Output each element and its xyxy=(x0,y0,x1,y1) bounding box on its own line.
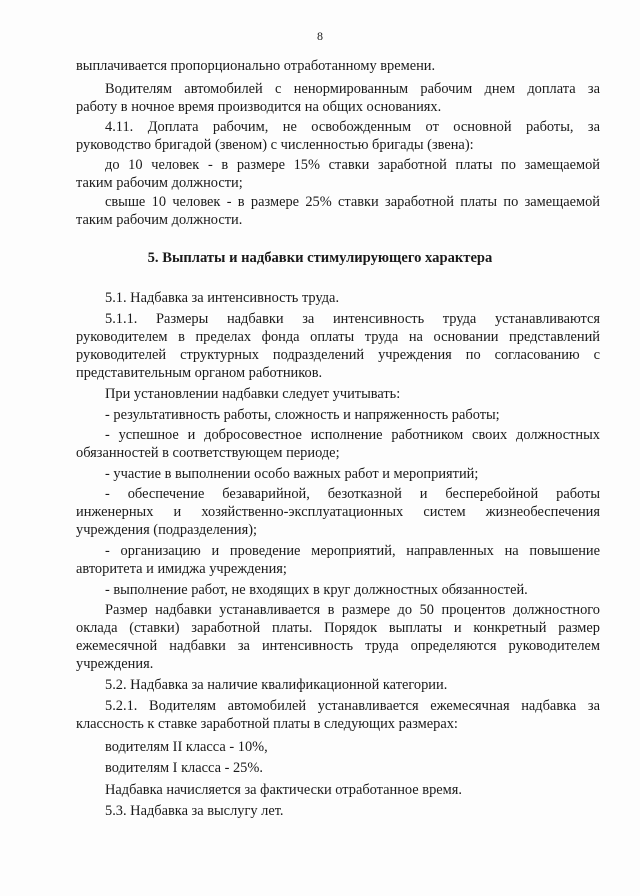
text-line: таким рабочим должности; xyxy=(76,175,243,191)
text-line: - обеспечение безаварийной, безотказной и бесперебойной работы xyxy=(105,486,600,502)
text-line: руководителей структурных подразделений учреждения по согласованию с xyxy=(76,347,600,363)
text-line: учреждения (подразделения); xyxy=(76,522,257,538)
text-line: 5.1. Надбавка за интенсивность труда. xyxy=(105,290,340,306)
text-line: 5.2.1. Водителям автомобилей устанавливается ежемесячная надбавка за xyxy=(105,698,600,714)
text-line: свыше 10 человек - в размере 25% ставки заработной платы по замещаемой xyxy=(105,194,600,210)
text-line: классность к ставке заработной платы в следующих размерах: xyxy=(76,716,458,732)
text-line: руководителем в пределах фонда оплаты труда на основании представлений xyxy=(76,329,600,345)
text-line: - участие в выполнении особо важных работ и мероприятий; xyxy=(105,466,479,482)
section-heading: 5. Выплаты и надбавки стимулирующего характера xyxy=(147,250,493,266)
page-number: 8 xyxy=(317,29,323,43)
text-line: 5.3. Надбавка за выслугу лет. xyxy=(105,803,284,819)
text-line: учреждения. xyxy=(76,656,154,672)
text-line: работу в ночное время производится на общих основаниях. xyxy=(76,99,442,115)
text-line: выплачивается пропорционально отработанному времени. xyxy=(76,58,436,74)
text-line: представительным органом работников. xyxy=(76,365,323,381)
text-line: - выполнение работ, не входящих в круг должностных обязанностей. xyxy=(105,582,528,598)
text-line: Водителям автомобилей с ненормированным рабочим днем доплата за xyxy=(105,81,600,97)
text-line: 5.1.1. Размеры надбавки за интенсивность труда устанавливаются xyxy=(105,311,600,327)
text-line: - результативность работы, сложность и напряженность работы; xyxy=(105,407,500,423)
text-line: ежемесячной надбавки за интенсивность труда определяются руководителем xyxy=(76,638,600,654)
text-line: водителям I класса - 25%. xyxy=(105,760,263,776)
text-line: инженерных и хозяйственно-эксплуатационных систем жизнеобеспечения xyxy=(76,504,600,520)
text-line: обязанностей в соответствующем периоде; xyxy=(76,445,340,461)
text-line: Размер надбавки устанавливается в размере до 50 процентов должностного xyxy=(105,602,600,618)
text-line: 5.2. Надбавка за наличие квалификационной категории. xyxy=(105,677,448,693)
text-line: водителям II класса - 10%, xyxy=(105,739,268,755)
text-line: - успешное и добросовестное исполнение работником своих должностных xyxy=(105,427,600,443)
text-line: При установлении надбавки следует учитывать: xyxy=(105,386,401,402)
text-line: до 10 человек - в размере 15% ставки заработной платы по замещаемой xyxy=(105,157,600,173)
text-line: 4.11. Доплата рабочим, не освобожденным от основной работы, за xyxy=(105,119,600,135)
text-line: авторитета и имиджа учреждения; xyxy=(76,561,287,577)
text-line: Надбавка начисляется за фактически отработанное время. xyxy=(105,782,462,798)
text-line: таким рабочим должности. xyxy=(76,212,243,228)
text-line: - организацию и проведение мероприятий, направленных на повышение xyxy=(105,543,600,559)
text-line: оклада (ставки) заработной платы. Порядок выплаты и конкретный размер xyxy=(76,620,600,636)
text-line: руководство бригадой (звеном) с численностью бригады (звена): xyxy=(76,137,474,153)
